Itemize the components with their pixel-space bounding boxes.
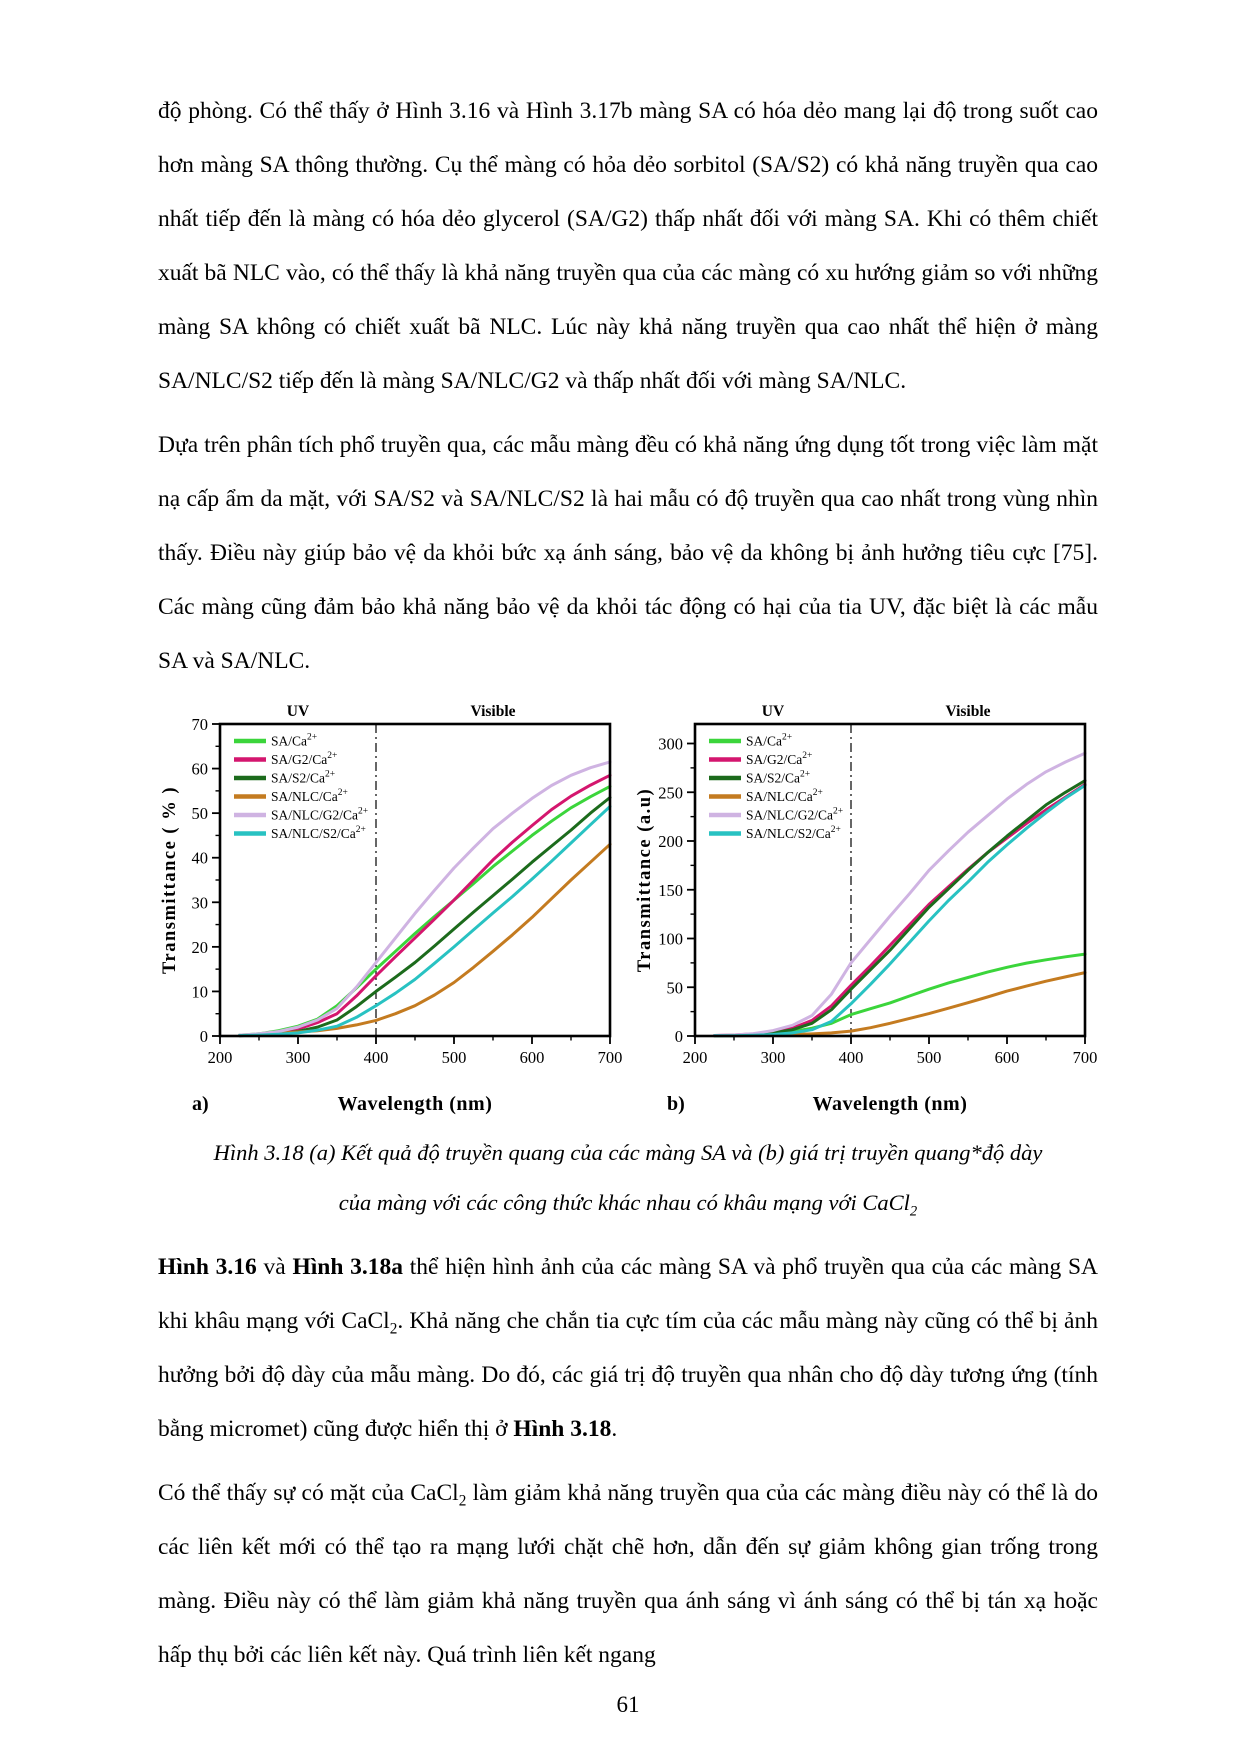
x-tick-label: 400 <box>838 1048 864 1067</box>
chart-a-transmittance-percent <box>158 702 623 1120</box>
x-axis-title: Wavelength (nm) <box>337 1093 493 1115</box>
y-tick-label: 0 <box>199 1027 208 1046</box>
uv-region-label: UV <box>286 703 310 720</box>
legend-label-sa-ca: $SA/Ca^{2+}$ <box>271 732 318 749</box>
y-tick-label: 250 <box>658 783 683 803</box>
curve-sa-nlc-ca <box>715 973 1086 1036</box>
y-tick-label: 300 <box>658 734 683 754</box>
text-run: của màng với các công thức khác nhau có khâu mạng với CaCl <box>338 1190 910 1215</box>
text-run: . Khả năng che chắn tia cực tím của các mẫu màng này cũng có thể bị ảnh hưởng bởi độ dày của mẫu màng. Do đó, các giá trị độ truyền qua nhân cho độ dày tương ứng (tính bằng micromet) cũng được hiển thị ở <box>158 1308 1098 1442</box>
text-run: và <box>256 1254 293 1280</box>
x-tick-label: 400 <box>363 1048 389 1067</box>
legend-label-sa-nlc-g2-ca: $SA/NLC/G2/Ca^{2+}$ <box>746 806 844 823</box>
legend-label-sa-g2-ca: $SA/G2/Ca^{2+}$ <box>271 751 338 767</box>
x-tick-label: 300 <box>760 1048 786 1067</box>
legend-label-sa-g2-ca: $SA/G2/Ca^{2+}$ <box>746 751 813 767</box>
curve-sa-nlc-ca <box>240 844 611 1035</box>
uv-region-label: UV <box>761 703 785 720</box>
legend-label-sa-nlc-ca: $SA/NLC/Ca^{2+}$ <box>271 788 348 804</box>
subscript-text: 2 <box>389 1320 398 1338</box>
line-chart <box>158 702 623 1120</box>
x-axis-title: Wavelength (nm) <box>812 1093 968 1115</box>
legend-label-sa-nlc-ca: $SA/NLC/Ca^{2+}$ <box>746 788 823 804</box>
bold-text-run: Hình 3.16 <box>158 1254 257 1280</box>
text-run: Có thể thấy sự có mặt của CaCl <box>158 1480 459 1506</box>
paragraph-1: độ phòng. Có thể thấy ở Hình 3.16 và Hình 3.17b màng SA có hóa dẻo mang lại độ trong suốt cao hơn màng SA thông thường. Cụ thể màng có hỏa dẻo sorbitol (SA/S2) có khả năng truyền qua cao nhất tiếp đến là màng có hóa dẻo glycerol (SA/G2) thấp nhất đối với màng SA. Khi có thêm chiết xuất bã NLC vào, có thể thấy là khả năng truyền qua của các màng có xu hướng giảm so với những màng SA không có chiết xuất bã NLC. Lúc này khả năng truyền qua cao nhất thể hiện ở màng SA/NLC/S2 tiếp đến là màng SA/NLC/G2 và thấp nhất đối với màng SA/NLC. <box>158 98 1098 394</box>
chart-b-transmittance-au <box>633 702 1098 1120</box>
x-tick-label: 300 <box>285 1048 311 1067</box>
text-run: làm giảm khả năng truyền qua của các màng điều này có thể là do các liên kết mới có thể tạo ra mạng lưới chặt chẽ hơn, dẫn đến sự giảm không gian trống trong màng. Điều này có thể làm giảm khả năng truyền qua ánh sáng vì ánh sáng có thể bị tán xạ hoặc hấp thụ bởi các liên kết này. Quá trình liên kết ngang <box>158 1480 1098 1668</box>
paragraph-3 <box>158 1240 1098 1456</box>
panel-label: a) <box>192 1093 209 1115</box>
visible-region-label: Visible <box>945 703 991 720</box>
y-tick-label: 50 <box>191 804 208 824</box>
subscript-text: 2 <box>458 1492 467 1510</box>
paragraph-2: Dựa trên phân tích phổ truyền qua, các mẫu màng đều có khả năng ứng dụng tốt trong việc làm mặt nạ cấp ẩm da mặt, với SA/S2 và SA/NLC/S2 là hai mẫu có độ truyền qua cao nhất trong vùng nhìn thấy. Điều này giúp bảo vệ da khỏi bức xạ ánh sáng, bảo vệ da không bị ảnh hưởng tiêu cực [75]. Các màng cũng đảm bảo khả năng bảo vệ da khỏi tác động có hại của tia UV, đặc biệt là các mẫu SA và SA/NLC. <box>158 432 1098 674</box>
legend-label-sa-ca: $SA/Ca^{2+}$ <box>746 732 793 749</box>
text-run: . <box>611 1416 618 1442</box>
y-tick-label: 70 <box>191 715 208 734</box>
legend-label-sa-nlc-g2-ca: $SA/NLC/G2/Ca^{2+}$ <box>271 806 369 823</box>
y-axis-title: Transmittance ( % ) <box>160 786 180 974</box>
subscript-text: 2 <box>909 1203 918 1220</box>
y-tick-label: 150 <box>658 880 683 900</box>
y-tick-label: 60 <box>191 759 208 779</box>
text-run: thể hiện hình ảnh của các màng SA và phổ truyền qua của các màng SA khi khâu mạng với CaCl <box>158 1254 1099 1334</box>
page-number: 61 <box>616 1692 640 1717</box>
y-tick-label: 20 <box>191 937 208 957</box>
legend-label-sa-nlc-s2-ca: $SA/NLC/S2/Ca^{2+}$ <box>746 825 841 841</box>
figure-caption <box>158 1128 1098 1228</box>
x-tick-label: 500 <box>916 1048 942 1067</box>
bold-text-run: Hình 3.18 <box>513 1416 612 1442</box>
y-tick-label: 0 <box>674 1027 683 1046</box>
x-tick-label: 500 <box>441 1048 467 1067</box>
x-tick-label: 600 <box>519 1048 545 1067</box>
x-tick-label: 200 <box>207 1048 233 1067</box>
figure-caption-line-1: Hình 3.18 (a) Kết quả độ truyền quang của các màng SA và (b) giá trị truyền quang*độ dày <box>213 1140 1043 1165</box>
legend-label-sa-s2-ca: $SA/S2/Ca^{2+}$ <box>271 769 336 786</box>
curve-sa-ca <box>715 954 1086 1036</box>
bold-text-run: Hình 3.18a <box>292 1254 404 1280</box>
line-chart <box>633 702 1098 1120</box>
figure-caption-line-2 <box>158 1178 1098 1228</box>
x-tick-label: 700 <box>597 1048 623 1067</box>
y-tick-label: 100 <box>658 929 683 949</box>
x-tick-label: 700 <box>1072 1048 1098 1067</box>
y-tick-label: 30 <box>191 893 208 913</box>
visible-region-label: Visible <box>470 703 516 720</box>
y-tick-label: 10 <box>191 982 208 1002</box>
y-tick-label: 200 <box>658 832 683 851</box>
y-tick-label: 40 <box>191 848 208 868</box>
y-tick-label: 50 <box>666 978 683 998</box>
legend-label-sa-s2-ca: $SA/S2/Ca^{2+}$ <box>746 769 811 786</box>
figure-3-18 <box>158 702 1098 1120</box>
panel-label: b) <box>667 1093 685 1115</box>
legend-label-sa-nlc-s2-ca: $SA/NLC/S2/Ca^{2+}$ <box>271 825 366 841</box>
y-axis-title: Transmittance (a.u) <box>635 787 655 973</box>
x-tick-label: 600 <box>994 1048 1020 1067</box>
paragraph-4 <box>158 1466 1098 1682</box>
curve-sa-ca <box>240 786 611 1035</box>
x-tick-label: 200 <box>682 1048 708 1067</box>
